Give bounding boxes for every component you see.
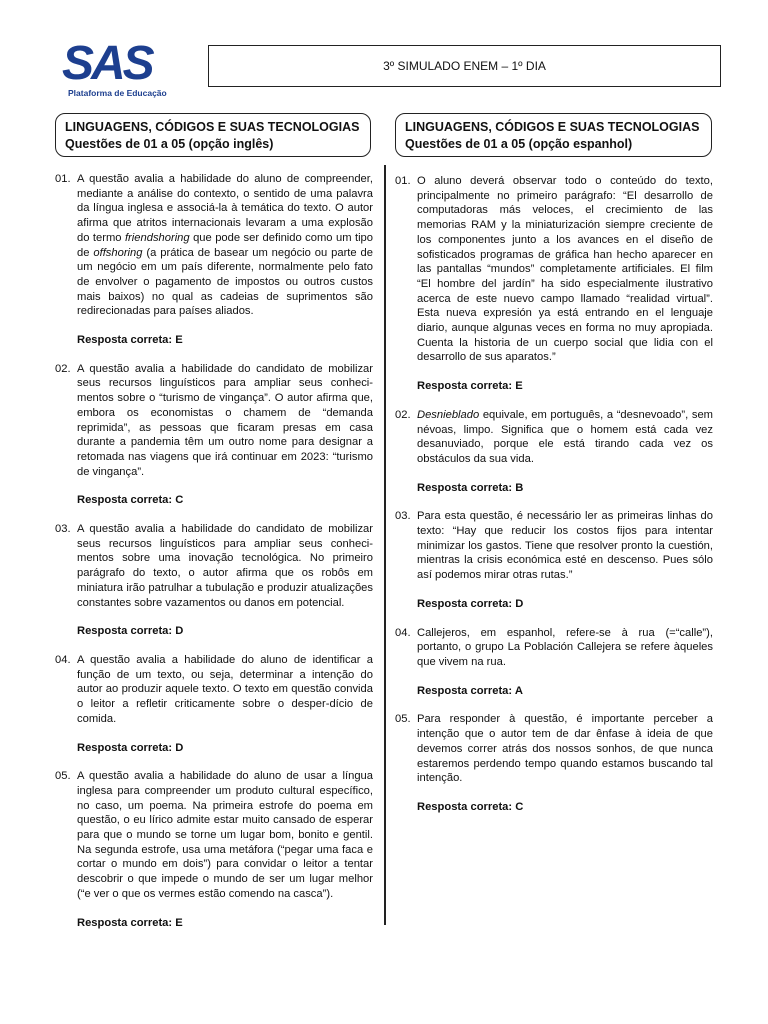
question-number: 02. bbox=[395, 408, 411, 421]
logo-subtitle: Plataforma de Educação bbox=[68, 88, 167, 98]
logo-wordmark: SAS bbox=[62, 37, 152, 90]
question-item bbox=[55, 172, 373, 348]
correct-answer: Resposta correta: D bbox=[417, 597, 524, 610]
question-number: 02. bbox=[55, 362, 71, 375]
question-item bbox=[395, 509, 713, 611]
section-subtitle: Questões de 01 a 05 (opção espanhol) bbox=[405, 137, 633, 151]
question-item bbox=[395, 174, 713, 394]
question-explanation: Para responder à questão, é importante perceber a intenção que o autor tem de dar ênfase à ideia de que devemos correr atrás dos nossos sonhos, de que nunca estaremos perdendo tempo quando estamos buscando tal intenção. bbox=[417, 713, 713, 785]
question-number: 01. bbox=[395, 175, 411, 187]
question-explanation: A questão avalia a habilidade do aluno de identificar a função de um texto, ou seja, determinar a intenção do autor ao produzir aquele texto. O texto em questão convida o leitor a refletir criticamente sobre o desper-dício de comida. bbox=[77, 653, 373, 725]
english-answers-column bbox=[55, 172, 373, 944]
correct-answer: Resposta correta: D bbox=[77, 625, 184, 638]
question-number: 04. bbox=[395, 626, 411, 639]
correct-answer: Resposta correta: D bbox=[77, 741, 184, 754]
section-title: LINGUAGENS, CÓDIGOS E SUAS TECNOLOGIAS bbox=[65, 120, 360, 134]
question-item bbox=[55, 522, 373, 639]
question-item bbox=[395, 626, 713, 699]
question-number: 03. bbox=[395, 510, 411, 523]
column-divider bbox=[384, 165, 386, 925]
question-explanation: A questão avalia a habilidade do candidato de mobilizar seus recursos linguísticos para ampliar seus conheci-mentos sobre o “turismo de vingança”. O autor afirma que, embora os economistas o chamem de “demanda reprimida”, as pessoas que ficaram presas em casa durante a pandemia têm um outro nome para designar a retomada nas viagens que irá continuar em 2023: “turismo de vingança”. bbox=[77, 362, 373, 478]
question-item bbox=[55, 362, 373, 508]
correct-answer: Resposta correta: E bbox=[417, 380, 523, 393]
section-header-spanish bbox=[395, 113, 712, 157]
exam-title: 3º SIMULADO ENEM – 1º DIA bbox=[383, 59, 546, 73]
correct-answer: Resposta correta: E bbox=[77, 334, 183, 347]
question-explanation: Para esta questão, é necessário ler as primeiras linhas do texto: “Hay que reducir los costos fijos para intentar minimizar los gastos. Tiene que resolver pronto la cuestión, mientras la crisis económica esté en descenso. Pues sólo así podemos mirar otras rutas.” bbox=[417, 510, 713, 582]
exam-title-box bbox=[208, 45, 721, 87]
section-header-english bbox=[55, 113, 371, 157]
sas-logo bbox=[62, 37, 182, 100]
section-title: LINGUAGENS, CÓDIGOS E SUAS TECNOLOGIAS bbox=[405, 120, 700, 134]
question-explanation: A questão avalia a habilidade do aluno de usar a língua inglesa para compreender um produto cultural específico, no caso, um poema. Na primeira estrofe do poema em questão, o eu lírico admite estar muito cansado de esperar para que o mundo se torne um lugar bom, bonito e gentil. Na segunda estrofe, usa uma metáfora (“pegar uma faca e cortar o mundo em dois”) para convidar o leitor a tentar descobrir o que impede o mundo de ser um lugar melhor (“e ver o que os vermes estão comendo na casca”). bbox=[77, 770, 373, 900]
question-explanation: A questão avalia a habilidade do candidato de mobilizar seus recursos linguísticos para ampliar seus conheci-mentos sobre uma inovação tecnológica. No primeiro parágrafo do texto, o autor afirma que os robôs em miniatura irão patrulhar a tubulação e produzir atualizações constantes sobre vazamentos ou danos em potencial. bbox=[77, 523, 373, 609]
question-number: 05. bbox=[55, 770, 71, 783]
correct-answer: Resposta correta: B bbox=[417, 481, 524, 494]
question-number: 05. bbox=[395, 713, 411, 726]
spanish-answers-column bbox=[395, 174, 713, 829]
correct-answer: Resposta correta: A bbox=[417, 684, 523, 697]
question-number: 01. bbox=[55, 173, 71, 185]
section-subtitle: Questões de 01 a 05 (opção inglês) bbox=[65, 137, 274, 151]
correct-answer: Resposta correta: C bbox=[77, 494, 184, 507]
correct-answer: Resposta correta: C bbox=[417, 800, 524, 813]
question-item bbox=[55, 769, 373, 930]
question-item bbox=[395, 712, 713, 814]
question-explanation: A questão avalia a habilidade do aluno de compreender, mediante a análise do contexto, o sentido de uma palavra da língua inglesa e associá-la à temática do texto. O autor afirma que atritos internacionais levaram a uma explosão do termo friendshoring que pode ser definido como um tipo de offshoring (a prática de basear um negócio ou parte de um negócio em um país diferente, normalmente pelo fato de envolver o pagamento de impostos ou outros custos mais baixos) no qual as cadeias de suprimentos são redirecionadas para países aliados. bbox=[77, 173, 374, 318]
question-item bbox=[395, 408, 713, 496]
question-explanation: O aluno deverá observar todo o conteúdo do texto, principalmente no primeiro parágrafo: “El desarrollo de computadoras más veloces, el crecimiento de las memorias RAM y la miniaturización siempre creciente de los componentes junto a los avances en el diseño de sofisticados programas de gráfica han hecho aparecer en las pantallas “mundos” completamente artificiales. El film “El hombre del jardín” ha sido especialmente ilustrativo acerca de este nuevo campo llamado “realidad virtual”. Esta nueva expresión ya está entrando en el lenguaje diario, aunque algunas veces en forma no muy apropiada. Cuenta la historia de un cuerpo social que lidia con el desarrollo de sus aparatos.” bbox=[417, 175, 713, 364]
question-item bbox=[55, 653, 373, 755]
question-number: 03. bbox=[55, 523, 71, 536]
question-explanation: Desnieblado equivale, em português, a “desnevoado”, sem névoas, limpo. Significa que o homem está cada vez desanuviado, porque ele está tirando cada vez os obstáculos da sua vida. bbox=[417, 408, 713, 465]
question-explanation: Callejeros, em espanhol, refere-se à rua (=“calle”), portanto, o grupo La Población Callejera se refere àqueles que vivem na rua. bbox=[417, 626, 713, 668]
question-number: 04. bbox=[55, 653, 71, 666]
correct-answer: Resposta correta: E bbox=[77, 916, 183, 929]
